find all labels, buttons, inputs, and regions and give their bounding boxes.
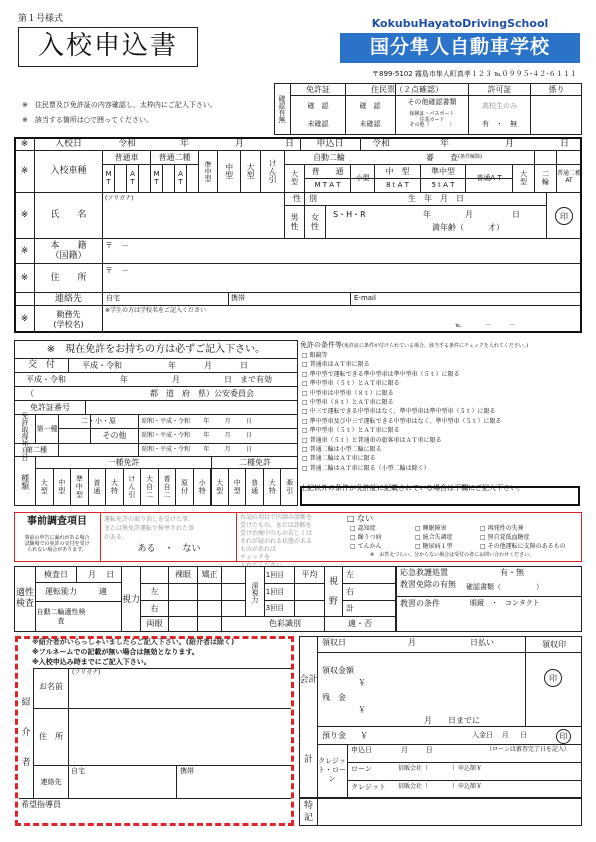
license-type-col[interactable]: 大 自 二 — [145, 475, 153, 499]
color-discrimination-label: 色彩識別 — [269, 619, 301, 629]
nirin-futsu: 普 通 — [311, 166, 344, 176]
valid-year[interactable]: 年 — [120, 374, 128, 384]
applicant-seal: 印 — [555, 207, 573, 225]
enroll-day[interactable]: 日 — [285, 138, 295, 149]
receipt-day[interactable]: 日払い — [470, 638, 494, 647]
referral-name-label: お名前 — [39, 682, 63, 692]
receipt-month[interactable]: 月 — [408, 638, 416, 647]
birth-year[interactable]: 年 — [423, 210, 431, 219]
deposit-seal: 印 — [556, 729, 571, 744]
contact-label: 連絡先 — [54, 293, 82, 304]
vision-left-label: 左 — [150, 587, 159, 597]
loan-label: ローン — [351, 765, 372, 773]
school-name-en: KokubuHayatoDrivingSchool — [371, 16, 549, 30]
receipt-stamp-label: 領収印 — [542, 639, 566, 649]
birthdate-label: 生 年 月 日 — [408, 194, 464, 204]
deposit-yen[interactable]: ￥ — [360, 731, 368, 740]
license-confirmed[interactable]: 確 認 — [307, 101, 329, 110]
mark-1: ※ — [20, 138, 29, 149]
condition-checkbox[interactable]: □ 普通車（５ｔ）と普通車の旅客車はＡＴ車に限る — [302, 436, 442, 444]
second-class-label: 第二種 — [26, 445, 47, 454]
lesson-conditions-label: 教習の条件 — [400, 599, 440, 608]
shinsa-chu8[interactable]: 8ｔA T — [386, 181, 409, 190]
confirm-side-label: 確認有無 — [278, 95, 287, 123]
average-label: 平均 — [301, 570, 318, 580]
address-postal[interactable]: 〒 － — [105, 266, 129, 275]
medical-foot: ※ お答えづらい、分からない場合は受付の者にお問い合わせください。 — [370, 552, 535, 558]
name-input[interactable] — [104, 205, 284, 235]
pre-survey-note: 事前の申告に漏れがある場合 試験場での免許の交付を受け られない場合があります。 — [24, 535, 90, 553]
condition-checkbox[interactable]: □ 中型車は中型車（８ｔ）に限る — [302, 389, 394, 397]
first-class-header: 一種免許 — [107, 457, 140, 467]
medical-checkbox[interactable]: □ 無自覚低血糖症 — [480, 534, 530, 541]
credit-application-date[interactable]: 申込日 月 日 — [351, 746, 433, 754]
license-type-label: 種類 — [20, 473, 30, 490]
receipt-amount-yen[interactable]: ￥ — [358, 678, 366, 687]
confirm-license-header: 免許証 — [306, 84, 330, 94]
birth-day[interactable]: 日 — [512, 210, 520, 219]
nirin-kogata[interactable]: 小型 — [355, 174, 370, 183]
condition-checkbox[interactable]: □ 準中型で運転できる準中型車は準中型車（５ｔ）に限る — [302, 370, 460, 378]
form-number: 第１号様式 — [18, 14, 64, 24]
revocation-question: 運転免許の取り消しを受けた事、 または無免許運転で検挙された事 がある。 — [104, 516, 195, 541]
license-number-label: 免許証番号 — [30, 402, 70, 412]
balance-due-date[interactable]: 月 日までに — [424, 716, 480, 725]
referral-side-label: 紹介者 — [21, 698, 31, 768]
medical-checkbox[interactable]: □ 認知症 — [350, 525, 376, 532]
futsu2-at[interactable]: A T — [178, 169, 183, 186]
license-type-col[interactable]: 準 中 型 — [75, 475, 83, 499]
driving-ability-value[interactable]: 適 — [99, 587, 107, 597]
shinsa-dai[interactable]: 大 型 — [520, 169, 527, 186]
license-type-col[interactable]: 大 型 — [216, 479, 224, 495]
mark-3: ※ — [20, 210, 29, 221]
confirm-kakari-header: 係り — [548, 84, 565, 94]
medical-checkbox[interactable]: □ その他運転に支障のあるもの — [480, 543, 566, 550]
deposit-date[interactable]: 入金日 月 日 — [472, 731, 528, 739]
license-type-col[interactable]: け ん 引 — [128, 475, 136, 499]
condition-checkbox[interactable]: □ 普通二輪はＡＴ車に限る（小型二輪は除く） — [302, 464, 430, 472]
license-type-col[interactable]: 牽 引 — [286, 479, 294, 495]
first-aid-docs[interactable]: 確認書類（ ） — [466, 583, 543, 591]
first-aid-exempt-label: 教習免除の有無 — [400, 580, 456, 589]
receipt-amount-label: 領収金額 — [322, 666, 354, 675]
confirm-juminhyo-header: 住民票（２点確認） — [371, 84, 443, 94]
license-type-col[interactable]: 普 通 — [93, 479, 101, 495]
acq-date-1[interactable]: 昭和・平成・令和 年 月 日 — [142, 417, 252, 425]
license-type-col[interactable]: 大 特 — [268, 479, 276, 495]
medical-none[interactable]: □ ない — [347, 514, 374, 523]
total-label: 計 — [303, 754, 313, 765]
valid-month[interactable]: 月 — [172, 374, 180, 384]
issue-era[interactable]: 平成・令和 — [82, 360, 122, 370]
highschool-only-label: 高校生のみ — [482, 101, 517, 110]
condition-checkbox[interactable]: □ 準中型車（５ｔ）とＡＴ車に限る — [302, 380, 400, 388]
first-aid-yes-no[interactable]: 有・無 — [500, 568, 524, 577]
application-day[interactable]: 日 — [560, 138, 570, 149]
page-title: 入校申込書 — [37, 30, 178, 61]
instructor-request[interactable]: 希望指導員 — [21, 800, 61, 809]
vision-both-label: 両眼 — [146, 619, 163, 629]
vision-right-label: 右 — [150, 603, 159, 613]
futsu2-mt[interactable]: M T — [153, 169, 160, 186]
condition-checkbox[interactable]: □ 準中型車及び中三で運転できる中型車はなく、準中型車（５ｔ）に限る — [302, 417, 502, 425]
shinsa-jun5[interactable]: 5ｔA T — [431, 181, 455, 190]
nirin-dai[interactable]: 大 型 — [291, 169, 298, 186]
depth-vision-label: 深視力 — [251, 581, 260, 603]
issue-year[interactable]: 年 — [168, 360, 176, 370]
second-class-header: 二種免許 — [239, 457, 271, 467]
instruction-1: ※ 住民票及び免許証の内容確認し、太枠内にご記入下さい。 — [22, 101, 217, 109]
exam-date-label: 検査日 — [44, 569, 68, 579]
condition-checkbox[interactable]: □ 眼鏡等 — [302, 352, 328, 359]
medical-checkbox[interactable]: □ 統合失調症 — [415, 534, 453, 541]
loan-company[interactable]: 信販会社（ ）申込額￥ — [398, 765, 483, 772]
title-box — [18, 27, 198, 67]
revocation-answer[interactable]: ある ・ ない — [137, 543, 201, 554]
medical-question: 右記の項目で医師の診断を 受けたもの、または診断を 受け治療中のもの若しくは それが疑われる状態がある ものがあれば チェックを 入れてください。 — [240, 514, 313, 569]
first-aid-label: 応急救護処置 — [400, 568, 448, 577]
referral-address-label: 住 所 — [39, 732, 63, 742]
honseki-postal[interactable]: 〒 － — [105, 241, 129, 250]
vehicle-type-label: 入校車種 — [50, 166, 87, 177]
other-docs-label: その他確認書類 — [407, 97, 457, 106]
medical-checkbox[interactable]: □ 糖尿病１型 — [415, 543, 453, 550]
receipt-seal: 印 — [544, 669, 562, 687]
application-year[interactable]: 年 — [440, 138, 450, 149]
acq-date-2[interactable]: 昭和・平成・令和 年 月 日 — [142, 432, 252, 440]
col-chugata[interactable]: 中型 — [224, 163, 234, 179]
birth-era[interactable]: S・H・R — [333, 210, 366, 219]
field-left-label: 左 — [346, 570, 354, 580]
special-notes-box[interactable] — [299, 798, 582, 826]
exam-month[interactable]: 月 日 — [88, 569, 115, 579]
first-class-label: 第一種 — [36, 424, 58, 433]
juminhyo-unconfirmed[interactable]: 未確認 — [359, 119, 381, 128]
col-shinsa: 審 査 (条件解除) — [426, 152, 482, 162]
current-license-heading: ※ 現在免許をお持ちの方は必ずご記入下さい。 — [46, 343, 266, 355]
shinsa-jun: 準中型 — [431, 166, 455, 176]
school-logo: 国分隼人自動車学校 — [340, 33, 580, 63]
enroll-year[interactable]: 年 — [180, 138, 190, 149]
balance-label: 残 金 — [322, 693, 346, 702]
mark-5: ※ — [20, 272, 29, 283]
license-type-col[interactable]: 大 型 — [40, 479, 48, 495]
condition-checkbox[interactable]: □ 中三で運転できる中型車はなく、準中型車は準中型車（５ｔ）に限る — [302, 408, 496, 416]
conditions-other-note: 上記以外の条件が免許証に記載されている場合は下欄にご記入下さい。 — [300, 484, 524, 493]
medical-checkbox[interactable]: □ てんかん — [350, 543, 382, 550]
deposit-label: 預り金 — [322, 731, 346, 740]
mark-6: ※ — [20, 314, 29, 325]
special-notes-label: 特記 — [303, 801, 313, 823]
medical-checkbox[interactable]: □ 躁うつ病 — [350, 534, 382, 541]
referral-furigana: (フリガナ) — [72, 669, 101, 676]
col-futsu2: 普通二種 — [158, 152, 191, 162]
address-label: 住 所 — [50, 272, 87, 283]
visual-field-label: 視野 — [328, 577, 338, 607]
col-futsu: 普通車 — [114, 152, 139, 162]
color-discrimination-value[interactable]: 適・否 — [348, 619, 372, 629]
permit-yes-no[interactable]: 有 ・ 無 — [482, 119, 517, 128]
confirm-permit-header: 許可証 — [487, 84, 512, 94]
col-kenin[interactable]: けん引 — [268, 159, 278, 183]
depth-1[interactable]: 1回目 — [265, 587, 285, 596]
accounting-label: 会計 — [299, 674, 318, 685]
instruction-2: ※ 該当する箇所は○で囲ってください。 — [22, 116, 153, 124]
condition-checkbox[interactable]: □ 普通車はＡＴ車に限る — [302, 361, 370, 369]
driving-ability-label: 運転能力 — [45, 587, 77, 597]
referral-mobile[interactable]: 携帯 — [180, 767, 194, 775]
school-address: 〒899-5102 霧島市隼人町真孝１２３ ℡０９９５-４２-６１１１ — [372, 70, 577, 78]
license-type-col[interactable]: 原 付 — [181, 479, 189, 495]
medical-checkbox[interactable]: □ 睡眠障害 — [415, 525, 447, 532]
enroll-era[interactable]: 令和 — [118, 138, 137, 149]
depth-0[interactable]: 1回目 — [265, 570, 285, 579]
contact-email[interactable]: E-mail — [354, 294, 376, 302]
col-jidounirin: 自動二輪 — [313, 152, 345, 162]
receipt-date-label: 領収日 — [322, 638, 346, 647]
mark-4: ※ — [20, 245, 29, 256]
medical-checkbox[interactable]: □ 再発性の失神 — [480, 525, 524, 532]
enroll-month[interactable]: 月 — [235, 138, 245, 149]
license-type-col[interactable]: 大 特 — [110, 479, 118, 495]
application-era[interactable]: 令和 — [372, 138, 391, 149]
issue-label: 交 付 — [27, 360, 55, 371]
enroll-date-label: 入校日 — [54, 138, 82, 149]
referral-note-2: ※フルネームでの記載が無い場合は無効となります。 — [32, 648, 199, 656]
futsu-at[interactable]: A T — [130, 169, 135, 186]
field-total-label: 計 — [346, 603, 354, 613]
valid-until[interactable]: 日 まで有効 — [224, 374, 272, 384]
shinsa-chugata: 中 型 — [385, 166, 410, 176]
depth-3[interactable]: 3回目 — [265, 604, 285, 613]
workplace-label: 勤務先 (学校名) — [53, 310, 84, 329]
col-jun[interactable]: 準中型 — [204, 160, 213, 182]
workplace-tel[interactable]: ℡ － － — [455, 322, 516, 329]
birth-month[interactable]: 月 — [465, 210, 473, 219]
motorcycle-test-label: 自動二輪適性検査 — [36, 608, 86, 625]
conditions-panel — [300, 340, 582, 493]
condition-checkbox[interactable]: □ 普通二輪はＡＴ車に限る — [302, 455, 376, 463]
license-type-col[interactable]: 小 特 — [198, 479, 206, 495]
license-type-col[interactable]: 普 自 二 — [163, 475, 171, 499]
license-ni-sho-gen[interactable]: 二・小・原 — [81, 417, 116, 426]
license-unconfirmed[interactable]: 未確認 — [307, 119, 329, 128]
referral-name-input[interactable] — [70, 678, 290, 706]
loan-note: （ローンは審査完了日を記入） — [486, 746, 570, 753]
corrected-label: 矯正 — [201, 570, 218, 580]
mark-2: ※ — [20, 166, 29, 177]
contact-mobile[interactable]: 携帯 — [231, 294, 245, 302]
other-docs-list: 保険証・パスポート 住基カード その他（ ） — [409, 110, 455, 129]
other-conditions-input[interactable] — [300, 486, 580, 506]
gender-female[interactable]: 女 性 — [311, 212, 319, 231]
credit-label: クレジット — [351, 783, 386, 791]
field-right-label: 右 — [346, 587, 354, 597]
license-type-col[interactable]: 中 型 — [233, 479, 241, 495]
public-safety-commission[interactable]: 都 道 府 県）公安委員会 — [150, 388, 254, 398]
pre-survey-title: 事前調査項目 — [27, 516, 87, 528]
condition-checkbox[interactable]: □ 準中型車（５ｔ）とＡＴ車に限る — [302, 427, 400, 435]
shinsa-nirin[interactable]: 二 輪 — [542, 169, 549, 186]
license-type-col[interactable]: 中 型 — [58, 479, 66, 495]
valid-era[interactable]: 平成・令和 — [26, 374, 66, 384]
gender-label: 性 別 — [293, 194, 317, 204]
referral-address-input[interactable] — [70, 710, 290, 764]
referral-note-3: ※入校申込み時までにご記入下さい。 — [32, 658, 151, 666]
age-field[interactable]: 満年齢（ 才） — [432, 223, 504, 232]
condition-checkbox[interactable]: □ 中型車（８ｔ）とＡＴ車に限る — [302, 399, 394, 407]
vision-label: 視 力 — [121, 595, 141, 605]
referral-contact-label: 連絡先 — [40, 777, 62, 786]
acq-date-3[interactable]: 昭和・平成・令和 年 月 日 — [142, 446, 252, 454]
license-other[interactable]: その他 — [102, 431, 127, 441]
futsu-mt[interactable]: M T — [105, 169, 112, 186]
issue-day[interactable]: 日 — [240, 360, 248, 370]
shinsa-futsu2-at[interactable]: 普通二種AT — [557, 170, 582, 184]
juminhyo-confirmed[interactable]: 確 認 — [359, 101, 381, 110]
conditions-heading: 免許の条件等(免許証に条件が付けられている場合、該当する条件にチェックを入れてください。) — [300, 341, 529, 349]
shinsa-futsu-at[interactable]: 普通A T — [476, 174, 502, 183]
acquisition-date-label: 免許取得年月日 — [21, 411, 30, 461]
condition-checkbox[interactable]: □ 普通二輪は小型二輪に限る — [302, 446, 382, 454]
nirin-futsu-mtat[interactable]: M T A T — [314, 181, 341, 190]
col-daigata[interactable]: 大型 — [246, 163, 256, 179]
referral-home[interactable]: 自宅 — [71, 767, 85, 775]
application-date-label: 申込日 — [316, 138, 344, 149]
naked-eye-label: 裸眼 — [175, 570, 191, 580]
credit-loan-label: クレジット・ローン — [318, 756, 346, 783]
application-month[interactable]: 月 — [505, 138, 515, 149]
issue-month[interactable]: 月 — [204, 360, 212, 370]
balance-yen[interactable]: ￥ — [358, 705, 366, 714]
license-type-col[interactable]: 普 通 — [251, 479, 259, 495]
contact-home[interactable]: 自宅 — [106, 294, 120, 302]
name-furigana-label: (フリガナ) — [105, 195, 134, 202]
workplace-note: ※学生の方は学校名をご記入ください — [105, 307, 207, 314]
honseki-label: 本 籍 （国籍） — [50, 240, 87, 261]
credit-company[interactable]: 信販会社（ ）申込額￥ — [398, 783, 483, 790]
aptitude-side-label: 適性検査 — [15, 588, 34, 609]
lesson-conditions-value[interactable]: 眼鏡 ・ コンタクト — [470, 599, 540, 607]
name-label: 氏 名 — [50, 210, 87, 221]
referral-note-1: ※紹介者がいらっしゃいましたらご記入下さい。(紹介者は除く) — [32, 638, 235, 646]
gender-male[interactable]: 男 性 — [290, 212, 299, 231]
